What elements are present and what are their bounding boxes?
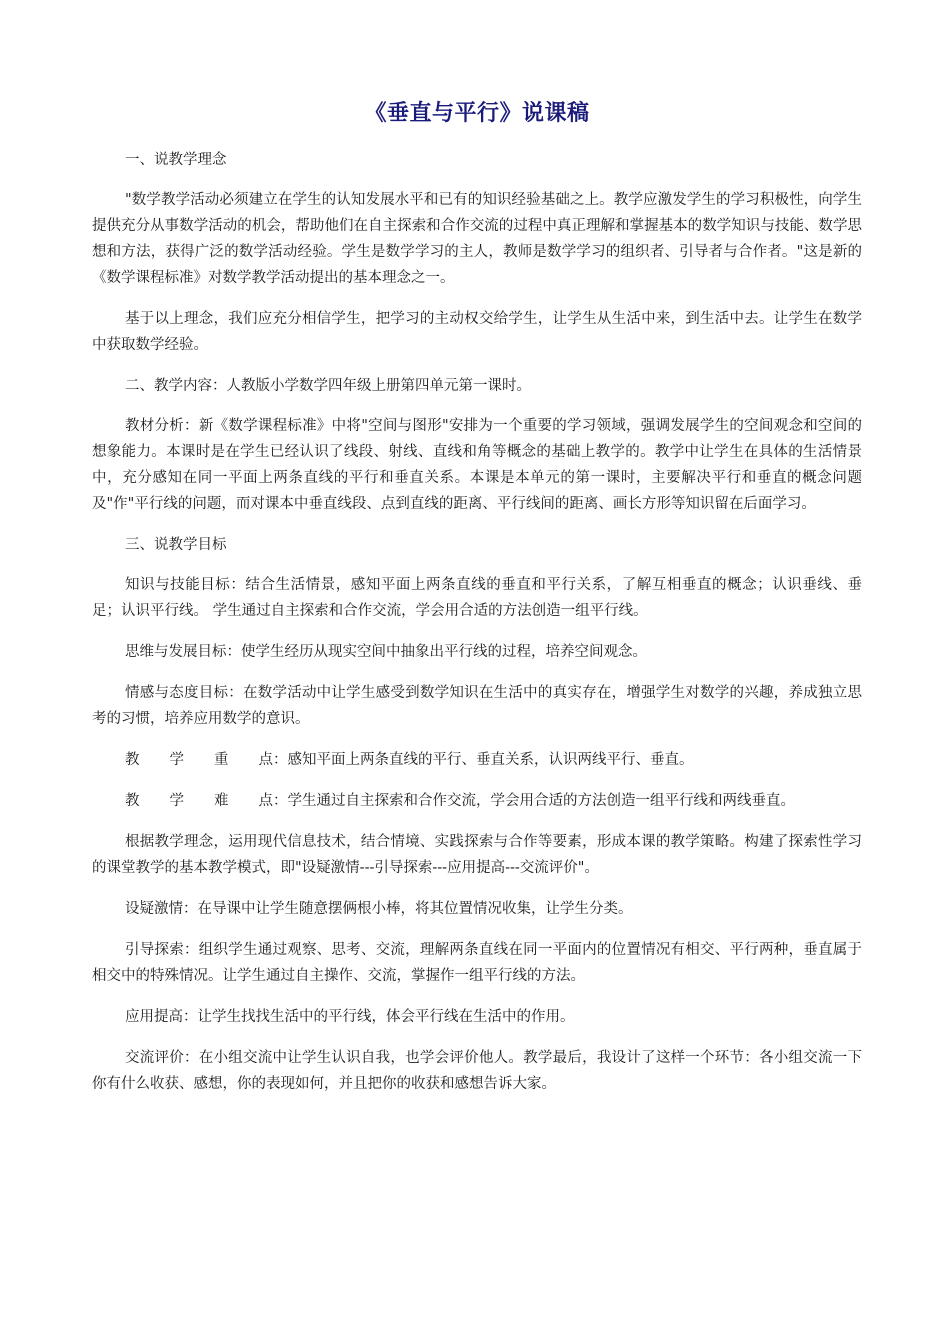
difficult-point-text: ：学生通过自主探索和合作交流，学会用合适的方法创造一组平行线和两线垂直。 bbox=[273, 793, 795, 809]
paragraph: 引导探索：组织学生通过观察、思考、交流，理解两条直线在同一平面内的位置情况有相交、平行两种，垂直属于相交中的特殊情况。让学生通过自主操作、交流，掌握作一组平行线的方法。 bbox=[92, 942, 862, 984]
paragraph: "数学教学活动必须建立在学生的认知发展水平和已有的知识经验基础之上。教学应激发学生的学习积极性，向学生提供充分从事数学活动的机会，帮助他们在自主探索和合作交流的过程中真正理解和掌握基本的数学知识与技能、数学思想和方法，获得广泛的数学活动经验。学生是数学学习的主人，教师是数学学习的组织者、引导者与合作者。"这是新的《数学课程标准》对数学教学活动提出的基本理念之一。 bbox=[92, 192, 862, 286]
key-point-paragraph bbox=[92, 747, 862, 773]
paragraph: 根据教学理念，运用现代信息技术，结合情境、实践探索与合作等要素，形成本课的教学策略。构建了探索性学习的课堂教学的基本教学模式，即"设疑激情---引导探索---应用提高---交流评价"。 bbox=[92, 834, 862, 876]
difficult-point-label: 教学难点 bbox=[125, 793, 273, 809]
key-point-label: 教学重点 bbox=[125, 752, 273, 768]
paragraph: 教材分析：新《数学课程标准》中将"空间与图形"安排为一个重要的学习领域，强调发展学生的空间观念和空间的想象能力。本课时是在学生已经认识了线段、射线、直线和角等概念的基础上教学的。教学中让学生在具体的生活情景中，充分感知在同一平面上两条直线的平行和垂直关系。本课是本单元的第一课时，主要解决平行和垂直的概念问题及"作"平行线的问题，而对课本中垂直线段、点到直线的距离、平行线间的距离、画长方形等知识留在后面学习。 bbox=[92, 418, 862, 512]
paragraph: 应用提高：让学生找找生活中的平行线，体会平行线在生活中的作用。 bbox=[125, 1009, 575, 1025]
document-page bbox=[92, 96, 862, 1112]
paragraph: 基于以上理念，我们应充分相信学生，把学习的主动权交给学生，让学生从生活中来，到生活中去。让学生在数学中获取数学经验。 bbox=[92, 311, 862, 353]
difficult-point-paragraph bbox=[92, 788, 862, 814]
section-heading-teaching-objectives: 三、说教学目标 bbox=[125, 537, 227, 553]
paragraph: 设疑激情：在导课中让学生随意摆俩根小棒，将其位置情况收集，让学生分类。 bbox=[125, 901, 633, 917]
section-heading-teaching-philosophy: 一、说教学理念 bbox=[125, 152, 227, 168]
document-title: 《垂直与平行》说课稿 bbox=[364, 100, 590, 126]
paragraph: 思维与发展目标：使学生经历从现实空间中抽象出平行线的过程，培养空间观念。 bbox=[125, 644, 647, 660]
paragraph: 知识与技能目标：结合生活情景，感知平面上两条直线的垂直和平行关系，了解互相垂直的概念；认识垂线、垂足；认识平行线。 学生通过自主探索和合作交流，学会用合适的方法创造一组平行线。 bbox=[92, 577, 862, 619]
paragraph: 交流评价：在小组交流中让学生认识自我，也学会评价他人。教学最后，我设计了这样一个环节：各小组交流一下你有什么收获、感想，你的表现如何，并且把你的收获和感想告诉大家。 bbox=[92, 1050, 862, 1092]
key-point-text: ：感知平面上两条直线的平行、垂直关系，认识两线平行、垂直。 bbox=[273, 752, 694, 768]
paragraph: 情感与态度目标：在数学活动中让学生感受到数学知识在生活中的真实存在，增强学生对数学的兴趣，养成独立思考的习惯，培养应用数学的意识。 bbox=[92, 685, 862, 727]
section-heading-teaching-content: 二、教学内容：人教版小学数学四年级上册第四单元第一课时。 bbox=[125, 378, 531, 394]
